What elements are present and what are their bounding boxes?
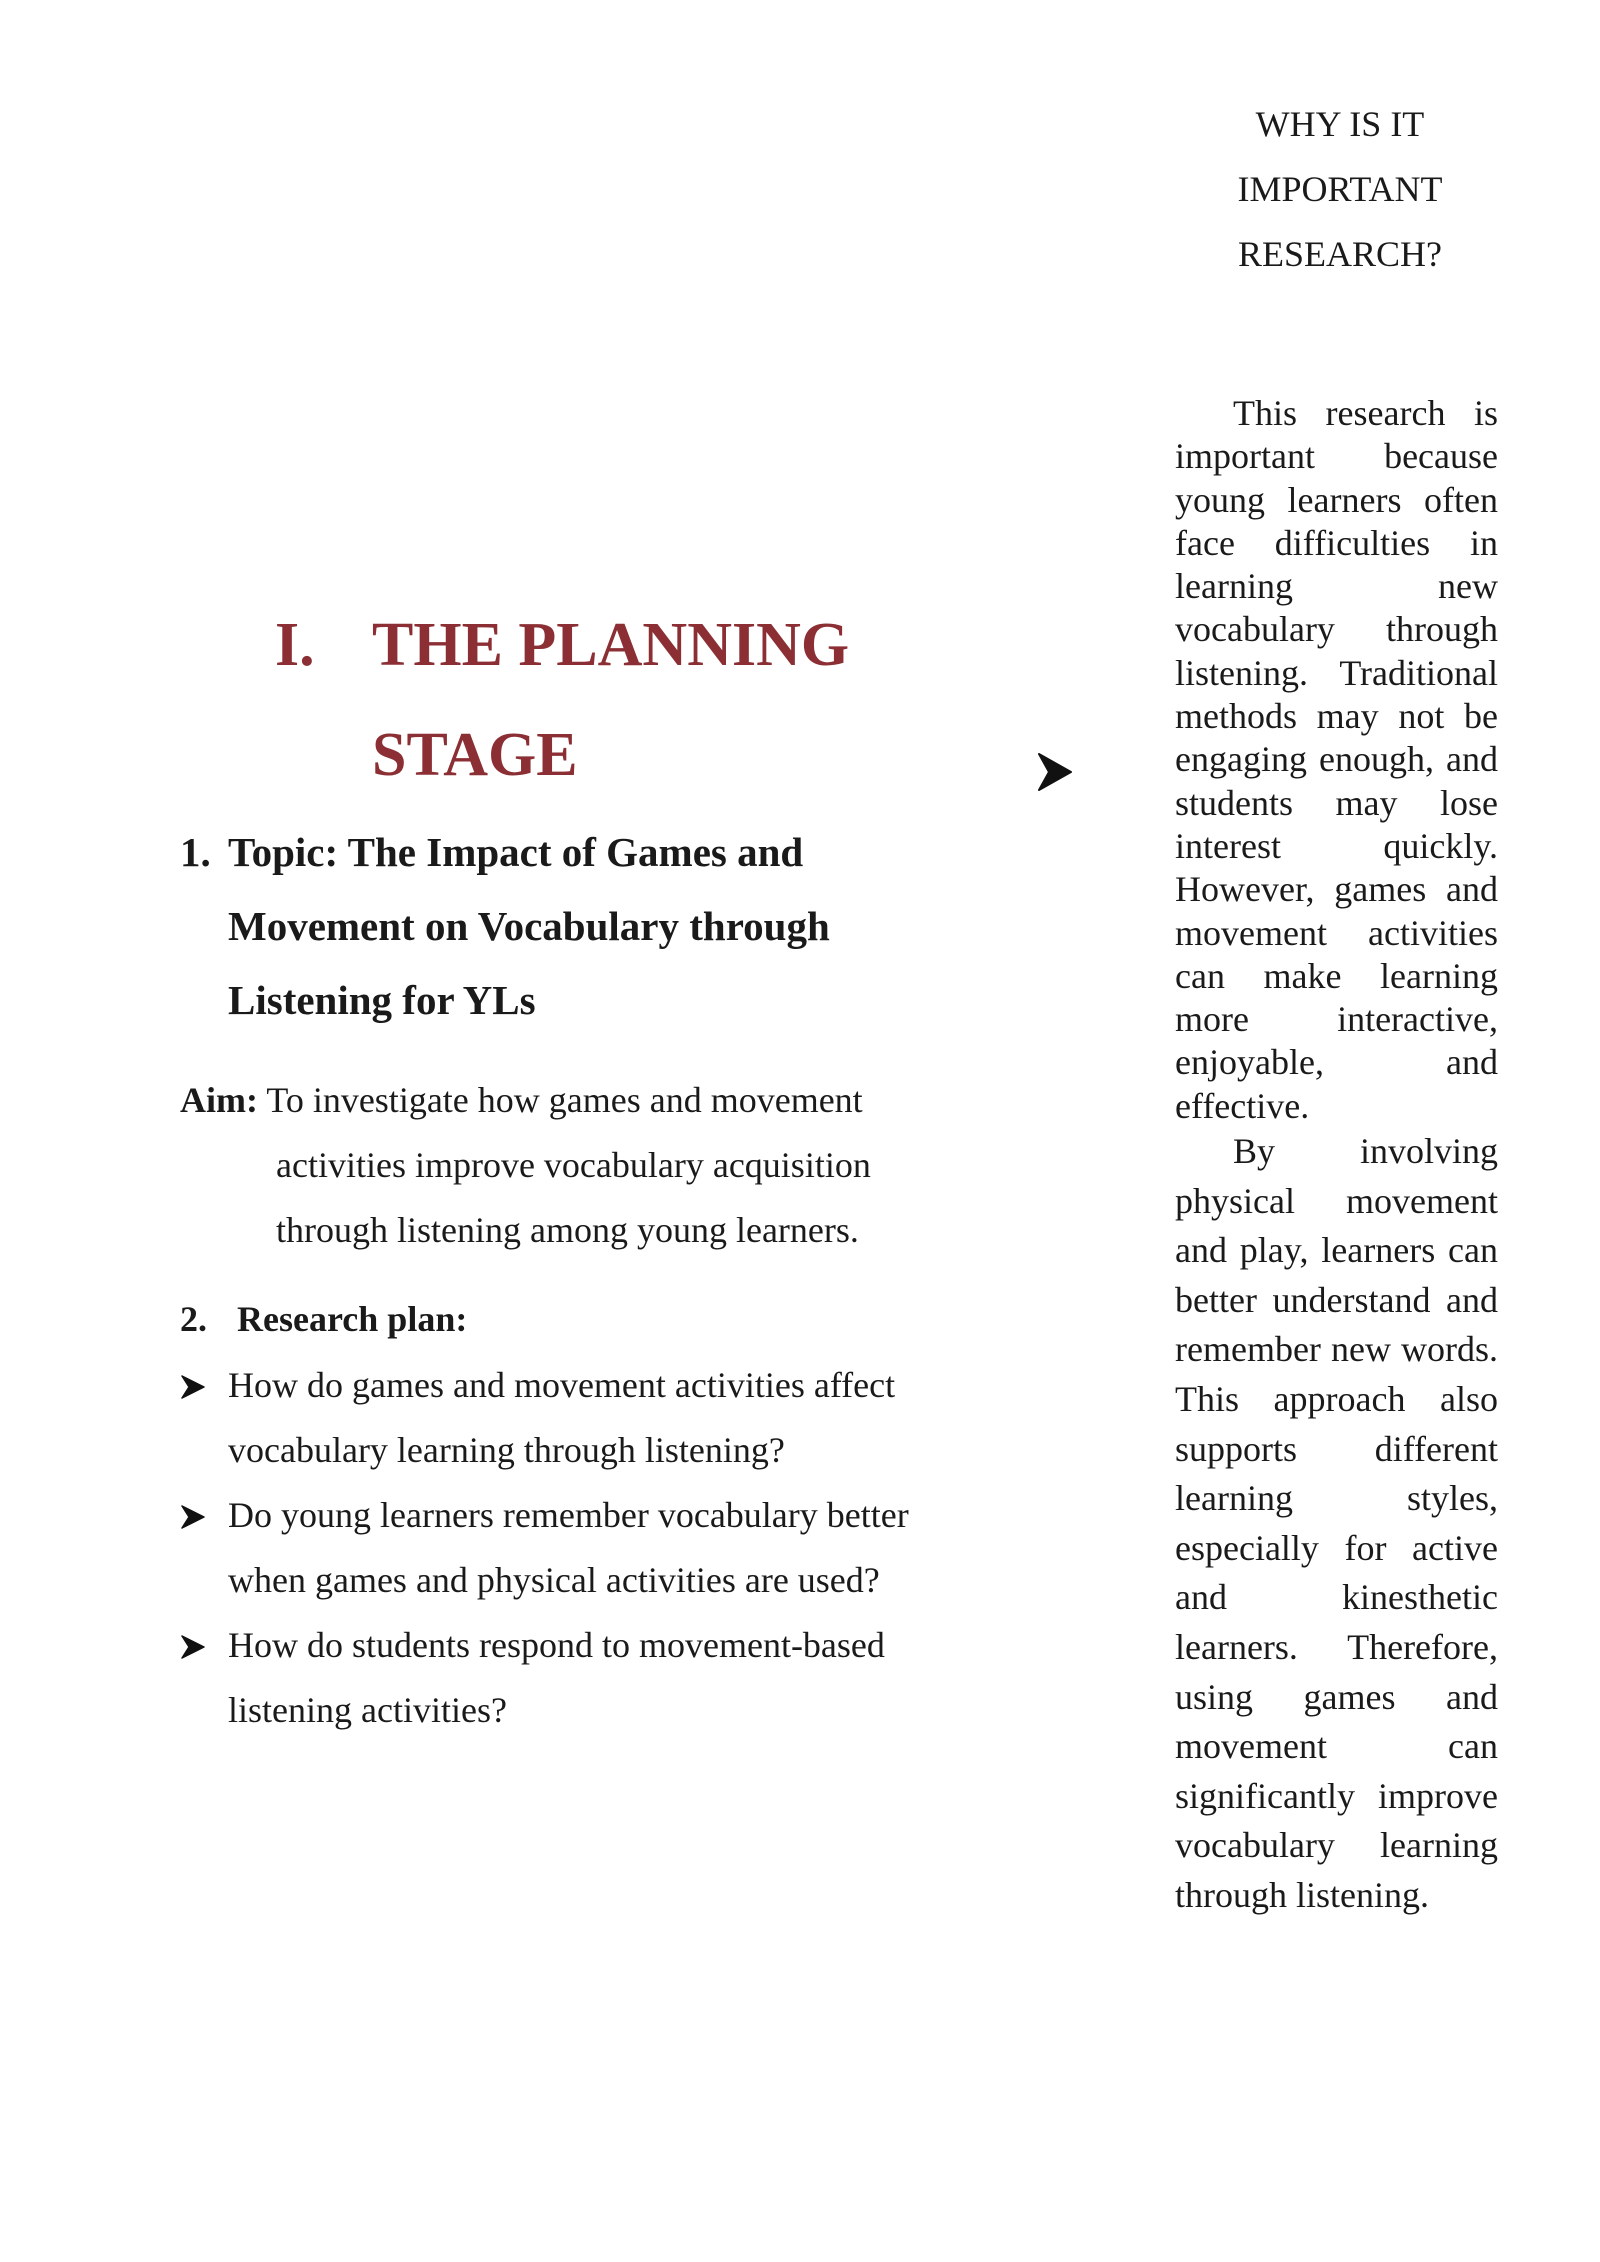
side-paragraph-2-text: By involving physical movement and play, learners can better understand and remember new words. This approach also supports different learning styles, especially for active and kinesthetic learners. Therefore, using games and movement can significantly improve vocabulary learning through listening. [1175,1131,1498,1915]
list-item [180,1353,980,1483]
section-title [275,590,849,810]
research-plan-number: 2. [180,1299,207,1339]
aim-label: Aim: [180,1080,258,1120]
arrowhead-bullet-icon [180,1634,206,1660]
research-questions-list [180,1353,980,1743]
topic-text: Topic: The Impact of Games and Movement on Vocabulary through Listening for YLs [228,829,830,1023]
side-paragraph-1 [1175,392,1498,1128]
aim-block [180,1068,980,1263]
side-paragraph-2 [1175,1127,1498,1921]
research-plan-label: Research plan: [237,1299,468,1339]
research-plan-heading [180,1294,467,1344]
arrowhead-bullet-icon [180,1374,206,1400]
side-paragraph-1-text: This research is important because young learners often face difficulties in learning new vocabulary through listening. Traditional methods may not be engaging enough, and students may lose interest quickly. However, games and movement activities can make learning more interactive, enjoyable, and effective. [1175,393,1498,1126]
research-question-text: How do students respond to movement-based listening activities? [228,1625,885,1730]
list-item [180,1483,980,1613]
section-numeral: I. [275,611,315,679]
list-item [180,1613,980,1743]
arrowhead-bullet-icon [180,1504,206,1530]
topic-heading [180,815,980,1037]
topic-number: 1. [180,829,211,875]
arrowhead-marker-icon [1037,752,1073,792]
side-heading-line-2: IMPORTANT [1237,169,1443,209]
research-question-text: Do young learners remember vocabulary better when games and physical activities are used? [228,1495,909,1600]
side-heading-line-3: RESEARCH? [1237,234,1442,274]
side-heading-line-1: WHY IS IT [1255,104,1425,144]
research-question-text: How do games and movement activities affect vocabulary learning through listening? [228,1365,896,1470]
section-title-line-1: THE PLANNING [372,611,850,679]
aim-first-line: To investigate how games and movement [266,1080,863,1120]
section-title-line-2: STAGE [372,721,578,789]
side-heading [1160,92,1520,287]
aim-rest: activities improve vocabulary acquisition through listening among young learners. [276,1145,871,1250]
